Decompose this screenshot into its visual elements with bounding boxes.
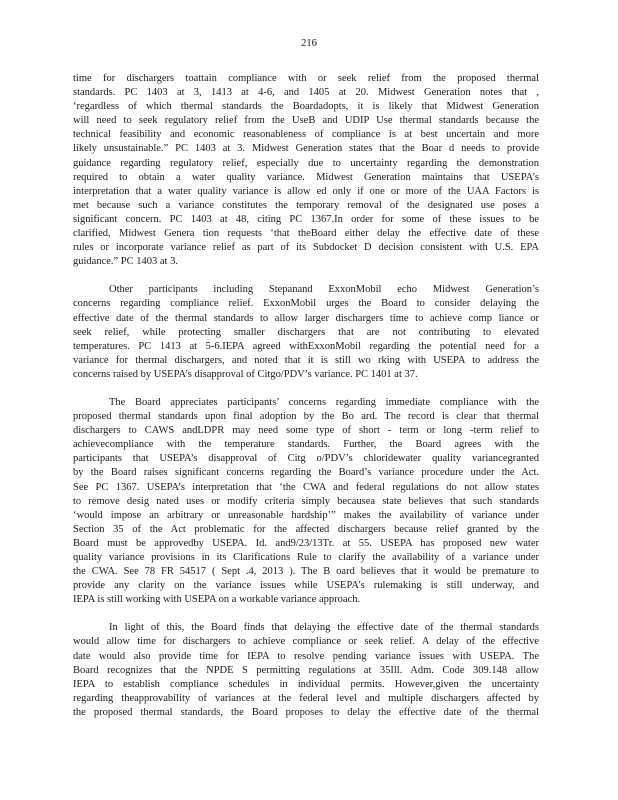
text-line: Other participants including Stepanand ExxonMobil echo Midwest Generation’s — [109, 284, 539, 296]
text-line: Section 35 of the Act problematic for the affected dischargers because relief granted by the — [73, 523, 539, 535]
text-line: provide any clarity on the variance issues while USEPA’s rulemaking is still underway, and — [73, 580, 539, 592]
paragraph-3 — [73, 396, 539, 607]
text-line: time for dischargers toattain compliance with or seek relief from the proposed thermal — [73, 73, 539, 84]
text-line: significant concern. PC 1403 at 48, citing PC 1367.In order for some of these issues to be — [73, 213, 539, 225]
text-line: In light of this, the Board finds that delaying the effective date of the thermal standards — [109, 622, 539, 634]
text-line: will need to seek regulatory relief from the UseB and UDIP Use thermal standards because the — [73, 115, 539, 127]
text-line: See PC 1367. USEPA’s interpretation that ‘the CWA and federal regulations do not allow states — [73, 481, 539, 493]
text-line: met because such a variance constitutes the temporary removal of the designated use poses a — [73, 199, 539, 211]
text-line: regarding theapprovability of variances at the federal level and multiple dischargers affected by — [73, 692, 539, 704]
text-line: ‘regardless of which thermal standards the Boardadopts, it is likely that Midwest Generation — [73, 101, 539, 113]
text-line: IEPA is still working with USEPA on a workable variance approach. — [73, 594, 361, 606]
text-line: technical feasibility and economic reasonableness of compliance is at best uncertain and more — [73, 129, 539, 141]
text-line: likely unsustainable.” PC 1403 at 3. Midwest Generation states that the Boar d needs to provide — [73, 143, 539, 155]
body-text — [73, 72, 539, 720]
text-line: dischargers to CAWS andLDPR may need some type of short - term or long -term relief to — [73, 425, 539, 437]
text-line: concerns regarding compliance relief. ExxonMobil urges the Board to consider delaying the — [73, 298, 539, 310]
text-line: achievecompliance with the temperature standards. Further, the Board agrees with the — [73, 439, 539, 451]
text-line: Board must be approvedby USEPA. Id. and9/23/13Tr. at 55. USEPA has proposed new water — [73, 537, 539, 549]
text-line: effective date of the thermal standards to allow larger dischargers time to achieve comp liance or — [73, 312, 539, 324]
text-line: variance for thermal dischargers, and noted that it is still wo rking with USEPA to address the — [73, 354, 539, 366]
page-number: 216 — [301, 38, 317, 49]
text-line: the proposed thermal standards, the Board proposes to delay the effective date of the thermal — [73, 706, 539, 718]
paragraph-2 — [73, 283, 539, 382]
text-line: ‘would impose an arbitrary or unreasonable hardship’” makes the availability of variance under — [73, 509, 539, 521]
text-line: quality variance provisions in its Clarifications Rule to clarify the availability of a variance under — [73, 552, 539, 563]
text-line: Board recognizes that the NPDE S permitting regulations at 35Ill. Adm. Code 309.148 allow — [73, 664, 539, 676]
paragraph-4 — [73, 621, 539, 720]
text-line: clarified, Midwest Genera tion requests ‘that theBoard either delay the effective date of these — [73, 228, 539, 240]
text-line: interpretation that a water quality variance is allow ed only if one or more of the UAA Factors is — [73, 185, 539, 197]
text-line: would allow time for dischargers to achieve compliance or seek relief. A delay of the effective — [73, 636, 539, 648]
text-line: guidance regarding regulatory relief, especially due to uncertainty regarding the demonstration — [73, 157, 539, 169]
text-line: The Board appreciates participants’ concerns regarding immediate compliance with the — [109, 396, 539, 408]
text-line: proposed thermal standards upon final adoption by the Bo ard. The record is clear that thermal — [73, 411, 539, 423]
text-line: temperatures. PC 1413 at 5-6.IEPA agreed withExxonMobil regarding the potential need for a — [73, 340, 539, 352]
text-line: by the Board raises significant concerns regarding the Board’s variance procedure under the Act. — [73, 467, 539, 479]
text-line: date would also provide time for IEPA to resolve pending variance issues with USEPA. The — [73, 650, 539, 662]
text-line: IEPA to establish compliance schedules in individual permits. However,given the uncertainty — [73, 678, 539, 690]
text-line: rules or incorporate variance relief as part of its Subdocket D decision consistent with U.S. EPA — [73, 242, 539, 254]
paragraph-1 — [73, 72, 539, 269]
text-line: to remove desig nated uses or modify criteria simply becausea state believes that such standards — [73, 495, 539, 507]
text-line: concerns raised by USEPA’s disapproval of Citgo/PDV’s variance. PC 1401 at 37. — [73, 368, 418, 380]
text-line: the CWA. See 78 FR 54517 ( Sept .4, 2013 ). The B oard believes that it would be premature to — [73, 566, 539, 578]
text-line: seek relief, while protecting smaller dischargers that are not contributing to elevated — [73, 326, 539, 338]
text-line: standards. PC 1403 at 3, 1413 at 4-6, and 1405 at 20. Midwest Generation notes that , — [73, 87, 539, 99]
text-line: participants that USEPA’s disapproval of Citg o/PDV’s chloridewater quality variancegranted — [73, 453, 539, 465]
text-line: required to obtain a water quality variance. Midwest Generation maintains that USEPA’s — [73, 171, 539, 183]
text-line: guidance.” PC 1403 at 3. — [73, 256, 178, 268]
